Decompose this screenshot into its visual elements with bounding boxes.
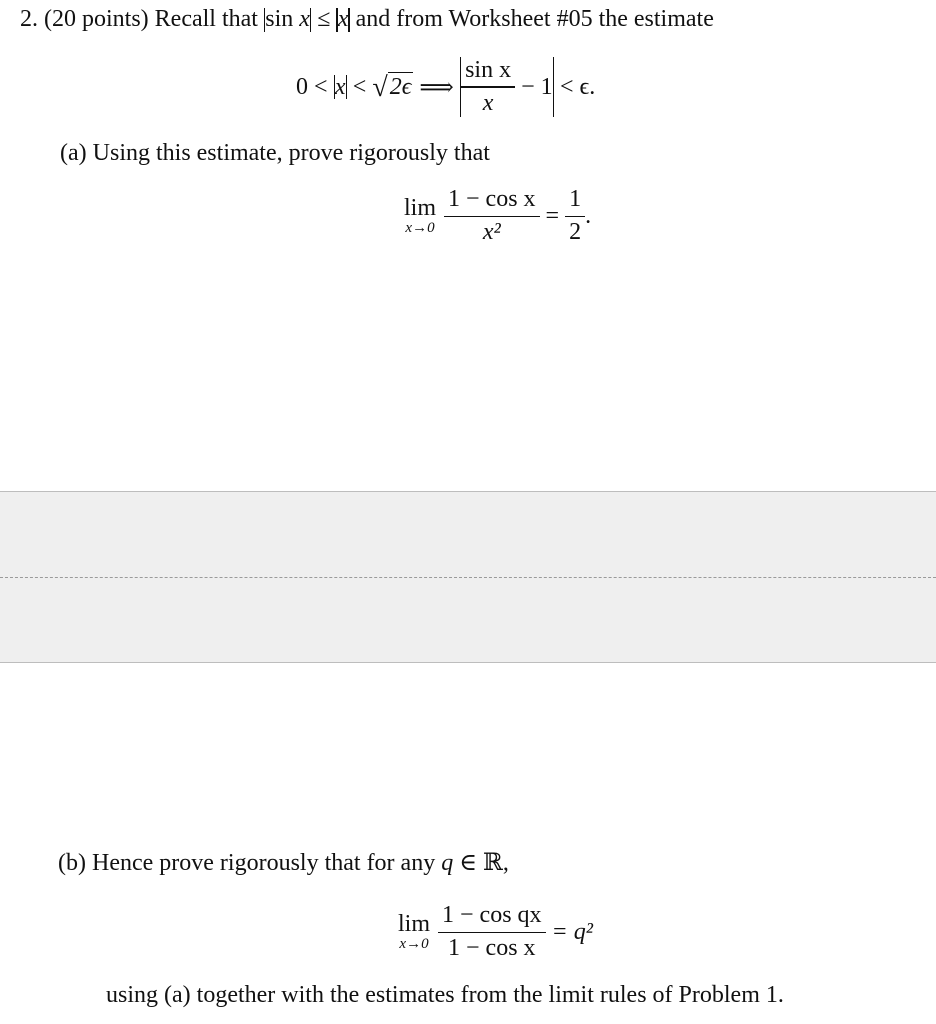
minus-one: − 1 — [521, 73, 553, 100]
lim-word: lim — [404, 195, 437, 222]
abs-bar — [346, 75, 347, 99]
dashed-divider — [0, 577, 936, 578]
big-abs-bar-right — [553, 57, 554, 117]
limit-numerator: 1 − cos qx — [442, 902, 542, 928]
frac-denominator: x — [482, 89, 494, 116]
estimate-rhs: < ϵ. — [559, 73, 596, 100]
problem-points: (20 points) — [44, 6, 149, 32]
part-a-text: Using this estimate, prove rigorously that — [92, 140, 490, 166]
sqrt-icon: √ — [372, 71, 388, 103]
abs-bar-right-2 — [348, 8, 349, 32]
equals-sign: = — [545, 202, 560, 229]
part-a-limit-equation — [404, 186, 591, 246]
half-fraction — [565, 186, 585, 246]
part-b-statement — [58, 848, 509, 877]
sqrt — [372, 72, 413, 102]
intro-recall: Recall that — [154, 6, 258, 32]
limit-fraction — [444, 186, 540, 246]
limit-numerator: 1 − cos x — [448, 186, 536, 212]
implies-symbol: ⟹ — [419, 74, 454, 101]
part-b-q: q — [441, 850, 454, 876]
estimate-equation — [296, 52, 595, 122]
lim-subscript: x→0 — [405, 220, 435, 237]
intro-x1: x — [299, 6, 310, 32]
estimate-lhs: 0 < — [296, 73, 328, 100]
lim-subscript: x→0 — [399, 936, 429, 953]
problem-statement-line — [20, 6, 714, 33]
part-b-limit-equation — [398, 902, 593, 962]
part-a-label: (a) — [60, 140, 87, 166]
limit-operator — [398, 912, 430, 952]
intro-x2: x — [337, 6, 349, 32]
sin-over-x-fraction — [461, 57, 515, 117]
lim-word: lim — [398, 911, 431, 938]
intro-le: ≤ — [317, 6, 331, 32]
limit-fraction — [438, 902, 546, 962]
limit-denominator: 1 − cos x — [448, 934, 536, 961]
abs-bar-right — [310, 8, 311, 32]
estimate-x-var: x — [334, 73, 346, 100]
part-b-closing: using (a) together with the estimates from the limit rules of Problem 1. — [106, 982, 784, 1008]
q-squared: = q² — [551, 918, 593, 945]
part-a-statement — [60, 140, 490, 167]
sqrt-arg: 2ϵ — [389, 74, 412, 101]
frac-numerator: sin x — [465, 56, 512, 83]
part-b-text: Hence prove rigorously that for any — [91, 850, 436, 876]
problem-number: 2. — [20, 6, 38, 32]
intro-sin: sin — [265, 6, 294, 32]
intro-rest: and from Worksheet #05 the estimate — [355, 6, 714, 32]
half-denominator: 2 — [569, 218, 582, 245]
part-b-label: (b) — [58, 850, 86, 876]
part-b-in-reals: ∈ ℝ, — [459, 850, 509, 876]
period: . — [585, 202, 592, 229]
limit-operator — [404, 196, 436, 236]
page-break-band — [0, 491, 936, 663]
estimate-mid: < — [352, 73, 367, 100]
limit-denominator: x² — [482, 218, 501, 245]
half-numerator: 1 — [569, 186, 582, 212]
